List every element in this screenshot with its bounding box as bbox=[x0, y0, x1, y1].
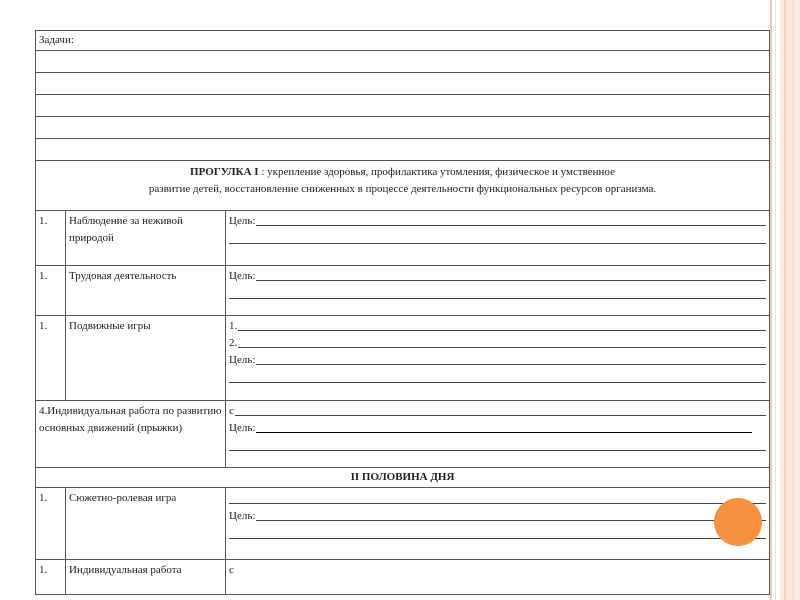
item-line[interactable] bbox=[238, 330, 766, 331]
observation-fill bbox=[226, 211, 770, 266]
walk-row bbox=[36, 161, 770, 211]
task-line-row bbox=[36, 73, 770, 95]
slide-frame-line bbox=[784, 0, 786, 600]
orange-circle-decoration bbox=[714, 498, 762, 546]
goal-line[interactable] bbox=[256, 225, 766, 226]
half-day-row bbox=[36, 468, 770, 488]
row-number: 1. bbox=[36, 560, 66, 595]
individual-row bbox=[36, 401, 770, 468]
task-line[interactable] bbox=[36, 117, 770, 139]
with-label: с bbox=[229, 405, 234, 417]
walk-text-line1: : укрепление здоровья, профилактика утомления, физическое и умственное bbox=[258, 166, 615, 178]
labor-label: Трудовая деятельность bbox=[66, 266, 226, 316]
slide-frame-line bbox=[770, 0, 772, 600]
item-number: 1. bbox=[229, 320, 238, 332]
individual2-fill bbox=[226, 560, 770, 595]
task-line[interactable] bbox=[36, 139, 770, 161]
individual2-label: Индивидуальная работа bbox=[66, 560, 226, 595]
goal-line[interactable] bbox=[256, 364, 766, 365]
slide-frame-band bbox=[780, 0, 800, 600]
walk-cell bbox=[36, 161, 770, 211]
task-line-row bbox=[36, 51, 770, 73]
observation-row bbox=[36, 211, 770, 266]
blank-line[interactable] bbox=[229, 490, 766, 504]
tasks-header-row bbox=[36, 31, 770, 51]
individual-label: 4.Индивидуальная работа по развитию основных движений (прыжки) bbox=[36, 401, 226, 468]
blank-line[interactable] bbox=[229, 525, 766, 539]
goal-label: Цель: bbox=[229, 510, 256, 522]
task-line-row bbox=[36, 117, 770, 139]
goal-line[interactable] bbox=[256, 432, 752, 433]
task-line[interactable] bbox=[36, 51, 770, 73]
goal-line[interactable] bbox=[256, 520, 766, 521]
blank-line[interactable] bbox=[229, 437, 766, 451]
row-number: 1. bbox=[36, 211, 66, 266]
row-number: 1. bbox=[36, 266, 66, 316]
item-line[interactable] bbox=[238, 347, 766, 348]
observation-label: Наблюдение за неживой природой bbox=[66, 211, 226, 266]
goal-label: Цель: bbox=[229, 354, 256, 366]
slide-frame-line bbox=[792, 0, 794, 600]
goal-label: Цель: bbox=[229, 270, 256, 282]
tasks-label: Задачи: bbox=[36, 31, 770, 51]
role-play-label: Сюжетно-ролевая игра bbox=[66, 488, 226, 560]
plan-table bbox=[35, 30, 770, 595]
walk-text-line2: развитие детей, восстановление сниженных в процессе деятельности функциональных ресурсов организма. bbox=[148, 183, 657, 195]
labor-row bbox=[36, 266, 770, 316]
goal-line[interactable] bbox=[256, 280, 766, 281]
blank-line[interactable] bbox=[229, 369, 766, 383]
goal-label: Цель: bbox=[229, 215, 256, 227]
individual-fill bbox=[226, 401, 770, 468]
slide-frame-line bbox=[775, 0, 776, 600]
row-number: 1. bbox=[36, 488, 66, 560]
task-line-row bbox=[36, 139, 770, 161]
task-line-row bbox=[36, 95, 770, 117]
task-line[interactable] bbox=[36, 95, 770, 117]
goal-label: Цель: bbox=[229, 422, 256, 434]
individual2-row bbox=[36, 560, 770, 595]
task-line[interactable] bbox=[36, 73, 770, 95]
games-row bbox=[36, 316, 770, 401]
role-play-row bbox=[36, 488, 770, 560]
walk-title: ПРОГУЛКА I bbox=[190, 166, 259, 178]
with-line[interactable] bbox=[235, 415, 766, 416]
half-day-title: II ПОЛОВИНА ДНЯ bbox=[36, 468, 770, 488]
labor-fill bbox=[226, 266, 770, 316]
with-label: с bbox=[229, 564, 234, 576]
row-number: 1. bbox=[36, 316, 66, 401]
games-fill bbox=[226, 316, 770, 401]
blank-line[interactable] bbox=[229, 285, 766, 299]
role-play-fill bbox=[226, 488, 770, 560]
item-number: 2. bbox=[229, 337, 238, 349]
games-label: Подвижные игры bbox=[66, 316, 226, 401]
blank-line[interactable] bbox=[229, 230, 766, 244]
